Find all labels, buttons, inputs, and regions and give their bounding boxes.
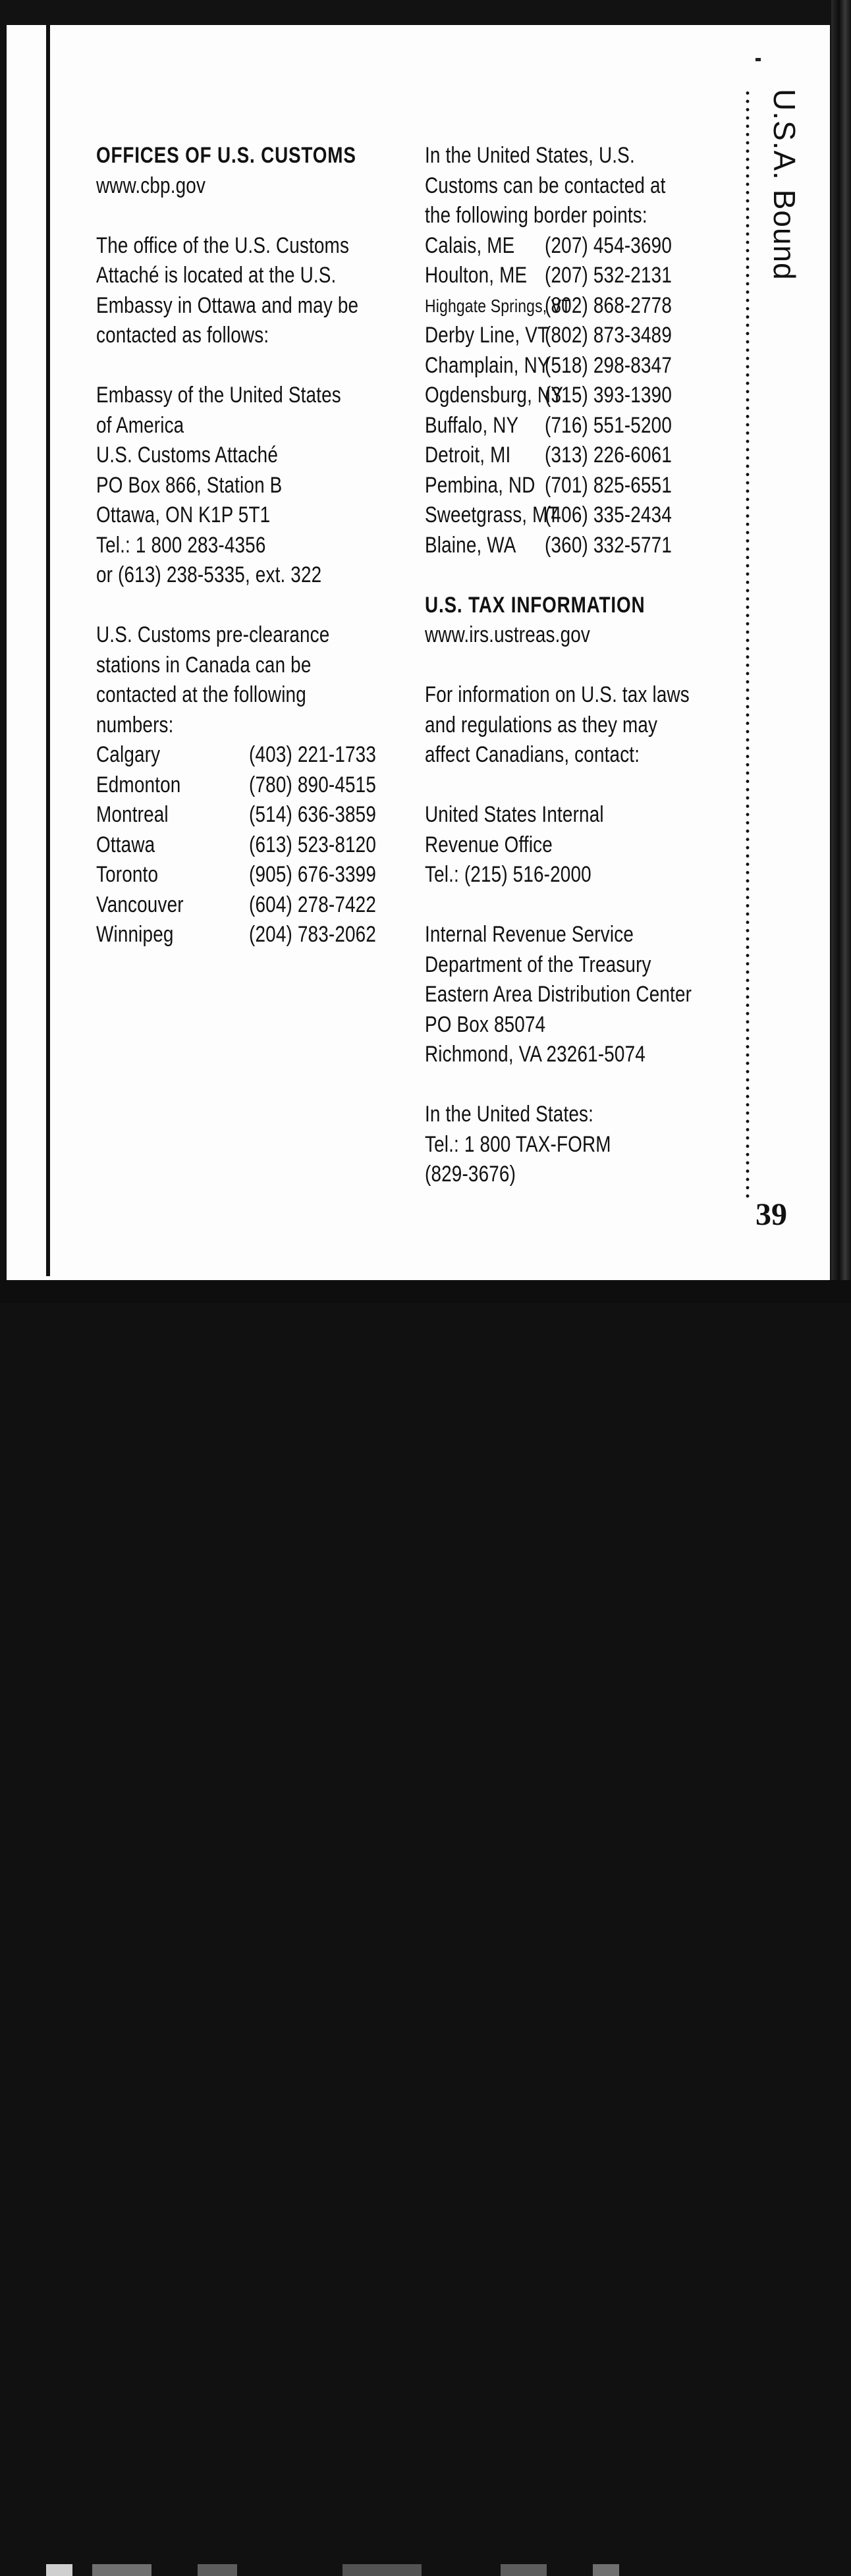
- irs-service-line: Internal Revenue Service: [425, 922, 634, 947]
- border-intro-line: the following border points:: [425, 203, 647, 228]
- irs-service-line: PO Box 85074: [425, 1011, 546, 1037]
- customs-intro-line: Attaché is located at the U.S.: [96, 263, 337, 288]
- border-point-row: [425, 411, 727, 441]
- tax-intro-line: affect Canadians, contact:: [425, 742, 640, 767]
- border-point-row: [425, 261, 727, 291]
- border-phone: (701) 825-6551: [545, 472, 672, 498]
- border-place: Sweetgrass, MT: [425, 502, 559, 527]
- border-phone: (406) 335-2434: [545, 502, 672, 527]
- preclearance-row: [96, 860, 377, 890]
- section-title: U.S.A. Bound: [767, 89, 802, 281]
- border-place: Ogdensburg, NY: [425, 383, 563, 408]
- station-city: Edmonton: [96, 772, 181, 797]
- station-phone: (613) 523-8120: [249, 832, 377, 857]
- border-point-row: [425, 500, 727, 531]
- right-column: [425, 141, 727, 1190]
- page-number: 39: [755, 1197, 787, 1232]
- border-place: Detroit, MI: [425, 443, 511, 468]
- irs-office-line: United States Internal: [425, 802, 604, 827]
- embassy-address-line: PO Box 866, Station B: [96, 472, 283, 498]
- irs-office-line: Revenue Office: [425, 832, 553, 857]
- station-city: Calgary: [96, 742, 161, 767]
- border-phone: (518) 298-8347: [545, 352, 672, 378]
- left-column: [96, 141, 377, 950]
- embassy-address-line: U.S. Customs Attaché: [96, 443, 279, 468]
- preclearance-list: [96, 740, 377, 950]
- irs-office-phone: Tel.: (215) 516-2000: [425, 862, 591, 887]
- embassy-phone-alt: or (613) 238-5335, ext. 322: [96, 562, 322, 587]
- preclearance-row: [96, 740, 377, 770]
- preclearance-row: [96, 920, 377, 950]
- tax-heading: U.S. TAX INFORMATION: [425, 592, 645, 618]
- station-phone: (403) 221-1733: [249, 742, 377, 767]
- preclearance-intro-line: numbers:: [96, 712, 174, 738]
- station-phone: (514) 636-3859: [249, 802, 377, 827]
- irs-service-line: Department of the Treasury: [425, 952, 651, 977]
- binding-line: [46, 25, 50, 1276]
- border-intro-line: In the United States, U.S.: [425, 143, 635, 168]
- preclearance-intro-line: contacted at the following: [96, 682, 306, 707]
- preclearance-row: [96, 800, 377, 830]
- border-point-row: [425, 441, 727, 471]
- customs-intro-line: Embassy in Ottawa and may be: [96, 292, 359, 318]
- dotted-rule: [745, 89, 750, 1202]
- border-point-row: [425, 231, 727, 261]
- us-contact-line: In the United States:: [425, 1102, 594, 1127]
- border-place: Calais, ME: [425, 232, 515, 258]
- preclearance-row: [96, 890, 377, 921]
- border-points-list: [425, 231, 727, 561]
- border-phone: (207) 454-3690: [545, 232, 672, 258]
- embassy-address-line: of America: [96, 412, 184, 438]
- border-point-row: [425, 321, 727, 351]
- border-place: Buffalo, NY: [425, 412, 519, 438]
- station-city: Toronto: [96, 862, 159, 887]
- customs-intro-line: contacted as follows:: [96, 323, 269, 348]
- station-city: Montreal: [96, 802, 169, 827]
- border-phone: (716) 551-5200: [545, 412, 672, 438]
- station-city: Winnipeg: [96, 922, 174, 947]
- us-contact-phone-numeric: (829-3676): [425, 1162, 516, 1187]
- irs-service-line: Richmond, VA 23261-5074: [425, 1042, 645, 1067]
- border-place: Highgate Springs, VT: [425, 295, 571, 316]
- customs-url[interactable]: www.cbp.gov: [96, 173, 206, 198]
- border-point-row: [425, 351, 727, 381]
- border-phone: (315) 393-1390: [545, 383, 672, 408]
- border-point-row: [425, 471, 727, 501]
- tax-intro-line: and regulations as they may: [425, 712, 658, 738]
- margin-mark: [755, 58, 761, 61]
- station-phone: (905) 676-3399: [249, 862, 377, 887]
- station-city: Ottawa: [96, 832, 155, 857]
- us-contact-phone: Tel.: 1 800 TAX-FORM: [425, 1131, 611, 1157]
- embassy-phone: Tel.: 1 800 283-4356: [96, 532, 266, 558]
- page-edge: [831, 0, 851, 1303]
- embassy-address-line: Embassy of the United States: [96, 383, 341, 408]
- border-phone: (802) 873-3489: [545, 323, 672, 348]
- station-phone: (204) 783-2062: [249, 922, 377, 947]
- border-point-row: [425, 291, 727, 321]
- border-point-row: [425, 531, 727, 561]
- preclearance-row: [96, 770, 377, 801]
- border-intro-line: Customs can be contacted at: [425, 173, 666, 198]
- border-place: Pembina, ND: [425, 472, 535, 498]
- border-phone: (360) 332-5771: [545, 532, 672, 558]
- customs-heading: OFFICES OF U.S. CUSTOMS: [96, 143, 356, 168]
- border-place: Champlain, NY: [425, 352, 550, 378]
- station-phone: (604) 278-7422: [249, 892, 377, 917]
- preclearance-intro-line: U.S. Customs pre-clearance: [96, 622, 330, 647]
- border-phone: (313) 226-6061: [545, 443, 672, 468]
- station-city: Vancouver: [96, 892, 184, 917]
- border-phone: (207) 532-2131: [545, 263, 672, 288]
- border-place: Derby Line, VT: [425, 323, 549, 348]
- border-phone: (802) 868-2778: [545, 292, 672, 318]
- preclearance-intro-line: stations in Canada can be: [96, 652, 312, 678]
- embassy-address-line: Ottawa, ON K1P 5T1: [96, 502, 271, 527]
- tax-intro-line: For information on U.S. tax laws: [425, 682, 690, 707]
- border-point-row: [425, 381, 727, 411]
- irs-service-line: Eastern Area Distribution Center: [425, 982, 692, 1007]
- preclearance-row: [96, 830, 377, 861]
- border-place: Blaine, WA: [425, 532, 516, 558]
- tax-url[interactable]: www.irs.ustreas.gov: [425, 622, 591, 647]
- station-phone: (780) 890-4515: [249, 772, 377, 797]
- scan-border: [0, 1280, 851, 1303]
- customs-intro-line: The office of the U.S. Customs: [96, 232, 350, 258]
- border-place: Houlton, ME: [425, 263, 528, 288]
